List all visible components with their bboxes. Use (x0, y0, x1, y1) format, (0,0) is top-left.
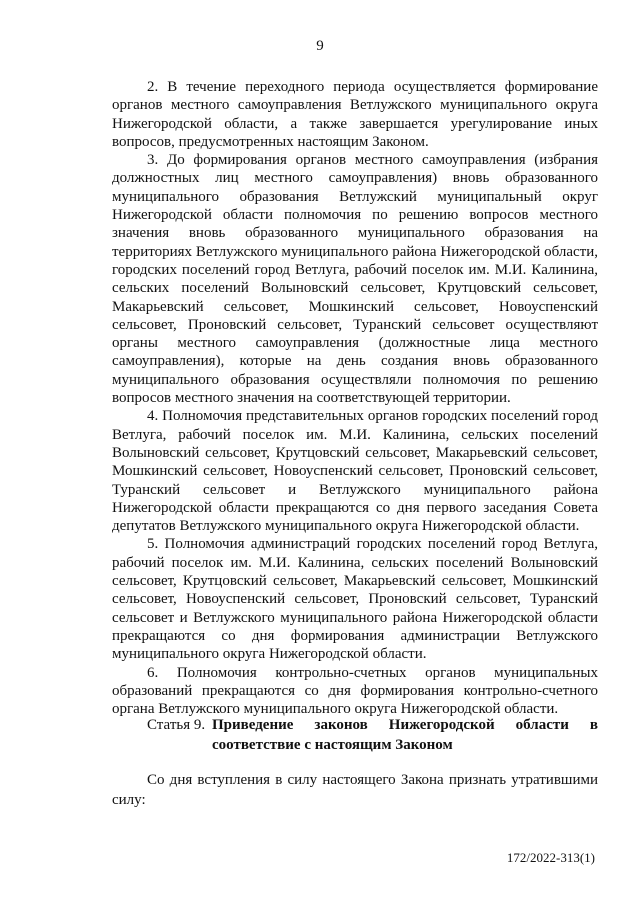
article-title: Приведение законов Нижегородской области в соответствие с настоящим Законом (212, 717, 598, 753)
paragraph-4: 4. Полномочия представительных органов городских поселений город Ветлуга, рабочий поселок им. М.И. Калинина, сельских поселений Волыновский сельсовет, Крутцовский сельсовет, Макарьевский сельсовет, Мошкинский сельсовет, Новоуспенский сельсовет, Проновский сельсовет, Туранский сельсовет и Ветлужского муниципального района Нижегородской области прекращаются со дня первого заседания Совета депутатов Ветлужского муниципального округа Нижегородской области. (112, 408, 598, 535)
paragraph-2: 2. В течение переходного периода осуществляется формирование органов местного самоуправления Ветлужского муниципального округа Нижегородской области, а также завершается урегулирование иных вопросов, предусмотренных настоящим Законом. (112, 79, 598, 150)
body-text (112, 78, 598, 718)
closing-paragraph: Со дня вступления в силу настоящего Закона признать утратившими силу: (112, 772, 598, 808)
paragraph-6: 6. Полномочия контрольно-счетных органов муниципальных образований прекращаются со дня формирования контрольно-счетного органа Ветлужского муниципального округа Нижегородской области. (112, 664, 598, 718)
article-label: Статья 9. (147, 717, 206, 733)
paragraph-3: 3. До формирования органов местного самоуправления (избрания должностных лиц местного самоуправления) вновь образованного муниципального образования Ветлужский муниципальный округ Нижегородской области полномочия по решению вопросов местного значения вновь образованного муниципального образования на территориях Ветлужского муниципального района Нижегородской области, городских поселений город Ветлуга, рабочий поселок им. М.И. Калинина, сельских поселений Волыновский сельсовет, Крутцовский сельсовет, Макарьевский сельсовет, Мошкинский сельсовет, Новоуспенский сельсовет, Проновский сельсовет, Туранский сельсовет осуществляют органы местного самоуправления (должностные лица местного самоуправления), которые на день создания вновь образованного муниципального образования осуществляли полномочия по решению вопросов местного значения на соответствующей территории. (112, 152, 598, 407)
paragraph-5: 5. Полномочия администраций городских поселений город Ветлуга, рабочий поселок им. М.И. Калинина, сельских поселений Волыновский сельсовет, Крутцовский сельсовет, Макарьевский сельсовет, Мошкинский сельсовет, Новоуспенский сельсовет, Проновский сельсовет, Туранский сельсовет и Ветлужского муниципального района Нижегородской области прекращаются со дня формирования администрации Ветлужского муниципального округа Нижегородской области. (112, 536, 598, 663)
document-code: 172/2022-313(1) (506, 850, 595, 865)
page-number: 9 (316, 38, 324, 54)
article-heading (112, 715, 598, 755)
